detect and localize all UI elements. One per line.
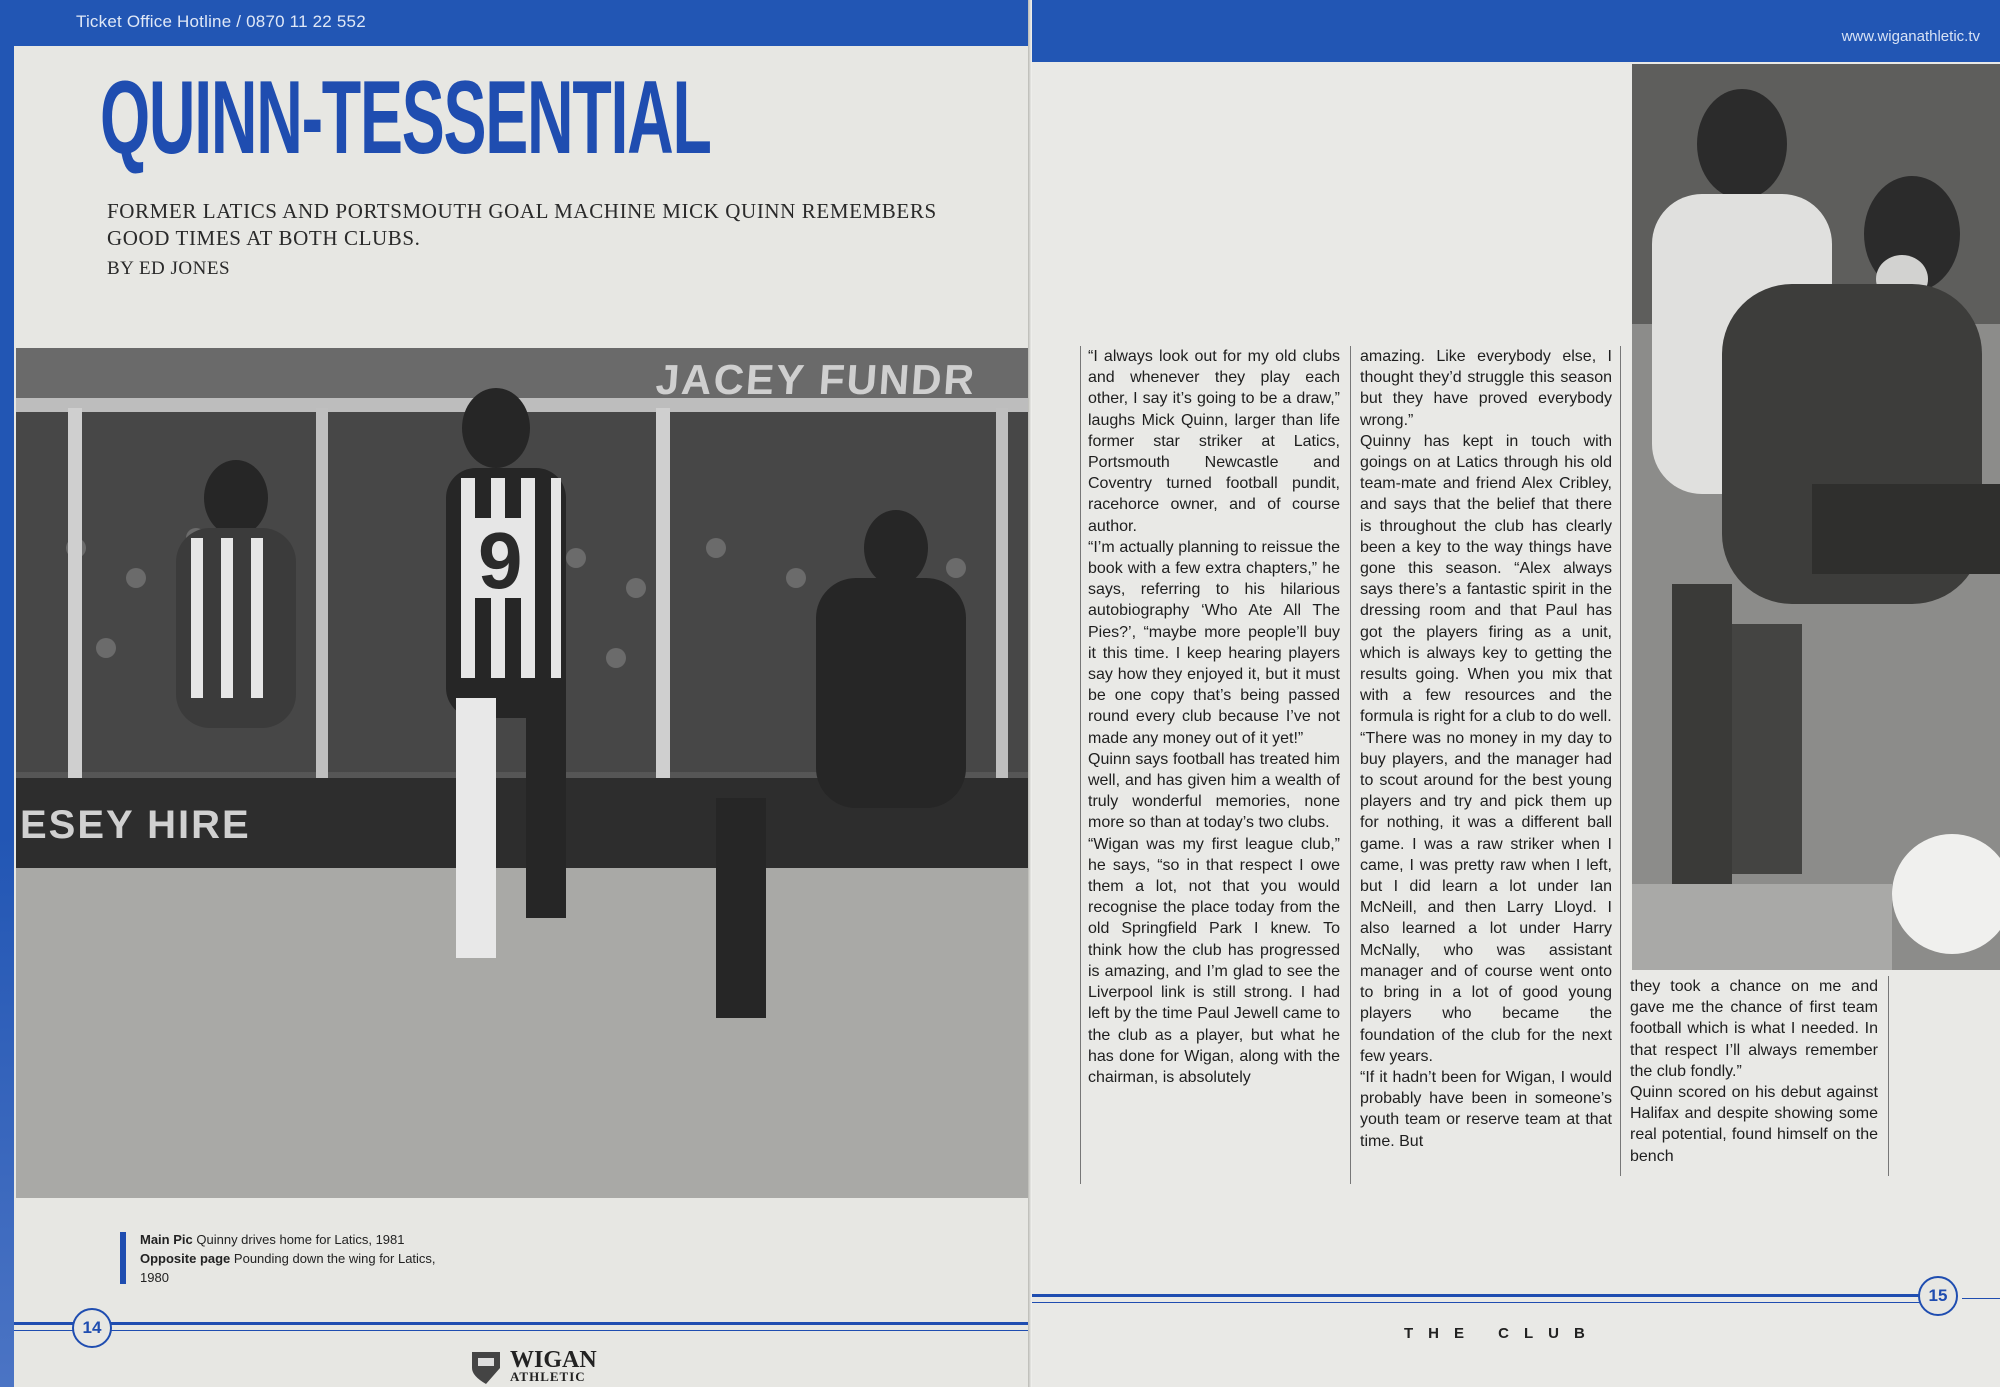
- paragraph: “I always look out for my old clubs and whenever they play each other, I say it’s going to be a draw,” laughs Mick Quinn, larger than life former star striker at Latics, Portsmouth Newcastle and Coventry turned football pundit, racehorce owner, and of course author.: [1088, 348, 1340, 535]
- footer-rule-thin: [14, 1330, 1030, 1331]
- side-photo: [1632, 64, 2000, 970]
- paragraph: Quinny has kept in touch with goings on at Latics through his old team-mate and friend Alex Cribley, and says that the belief that there is throughout the club has clearly been a key to the way things have gone this season. “Alex always says there’s a fantastic spirit in the dressing room and that Paul has got the players firing as a unit, which is always key to getting the results going. When you mix that with a few resources and the formula is right for a club to do well.: [1360, 432, 1612, 726]
- column-rule: [1620, 346, 1621, 1176]
- ticket-hotline: Ticket Office Hotline / 0870 11 22 552: [76, 12, 366, 31]
- main-photo: [16, 348, 1028, 1198]
- paragraph: amazing. Like everybody else, I thought they’d struggle this season but they have proved everybody wrong.”: [1360, 348, 1612, 429]
- caption-bar: [120, 1232, 126, 1284]
- footer-rule-right-tail: [1962, 1298, 2000, 1299]
- caption-main-text: Quinny drives home for Latics, 1981: [196, 1232, 405, 1247]
- footer-rule-right-thin: [1032, 1302, 1920, 1303]
- caption-opposite-label: Opposite page: [140, 1251, 231, 1266]
- logo-wordmark: WIGAN: [510, 1346, 597, 1373]
- column-rule: [1350, 346, 1351, 1184]
- page-number-left: 14: [72, 1308, 112, 1348]
- article-column-2: [1360, 346, 1612, 1152]
- column-rule: [1888, 976, 1889, 1176]
- paragraph: they took a chance on me and gave me the chance of first team football which is what I needed. In that respect I’ll always remember the club fondly.”: [1630, 978, 1878, 1080]
- paragraph: Quinn scored on his debut against Halifax and despite showing some real potential, found himself on the bench: [1630, 1084, 1878, 1165]
- paragraph: “I’m actually planning to reissue the book with a few extra chapters,” he says, referring to his hilarious autobiography ‘Who Ate All The Pies?’, “maybe more people’ll buy it this time. I keep hearing players say how they enjoyed it, but it must be one copy that’s being passed round every club because I’ve not made any money out of it yet!”: [1088, 538, 1340, 747]
- article-headline: QUINN-TESSENTIAL: [100, 60, 711, 176]
- club-website: www.wiganathletic.tv: [1841, 28, 1980, 45]
- pitchside-advert-board: ESEY HIRE: [20, 803, 251, 847]
- article-column-1: [1088, 346, 1340, 1088]
- stand-advert-board: JACEY FUNDR: [654, 356, 978, 403]
- photo-caption: [140, 1230, 440, 1287]
- article-byline: BY ED JONES: [107, 258, 231, 279]
- club-crest-icon: [468, 1348, 504, 1384]
- paragraph: “There was no money in my day to buy players, and the manager had to scout around for the best young players and try and pick them up for nothing, it was a different ball game. I was a raw striker when I came, I was pretty raw when I left, but I did learn a lot under Ian McNeill, and then Larry Lloyd. I also learned a lot under Harry McNally, who was assistant manager and of course went onto to bring in a lot of good young players who became the foundation of the club for the next few years.: [1360, 729, 1612, 1065]
- section-name: THE CLUB: [1404, 1325, 1600, 1342]
- right-page: [1032, 0, 2000, 1387]
- paragraph: “Wigan was my first league club,” he says, “so in that respect I owe them a lot, not that you would recognise the place today from the old Springfield Park I knew. To think how the club has progressed is amazing, and I’m glad to see the Liverpool link is still strong. I had left by the time Paul Jewell came to the club as a player, but what he has done for Wigan, along with the chairman, is absolutely: [1088, 835, 1340, 1086]
- caption-main-label: Main Pic: [140, 1232, 193, 1247]
- page-edge-band: [0, 0, 14, 1387]
- article-column-3: [1630, 976, 1878, 1167]
- svg-text:9: 9: [478, 516, 523, 605]
- side-photo-illustration: [1632, 64, 2000, 970]
- page-number-right: 15: [1918, 1276, 1958, 1316]
- article-standfirst: FORMER LATICS AND PORTSMOUTH GOAL MACHINE MICK QUINN REMEMBERS GOOD TIMES AT BOTH CLUBS.: [107, 199, 937, 250]
- main-photo-illustration: [16, 348, 1028, 1198]
- footer-rule: [14, 1322, 1030, 1325]
- club-logo: [468, 1348, 597, 1384]
- column-rule: [1080, 346, 1081, 1184]
- logo-subtitle: ATHLETIC: [510, 1368, 586, 1384]
- paragraph: “If it hadn’t been for Wigan, I would probably have been in someone’s youth team or reserve team at that time. But: [1360, 1068, 1612, 1150]
- caption-opposite-text: Pounding down the wing for Latics, 1980: [140, 1251, 436, 1285]
- footer-rule-right: [1032, 1294, 1920, 1297]
- paragraph: Quinn says football has treated him well, and has given him a wealth of truly wonderful memories, none more so than at today’s two clubs.: [1088, 750, 1340, 832]
